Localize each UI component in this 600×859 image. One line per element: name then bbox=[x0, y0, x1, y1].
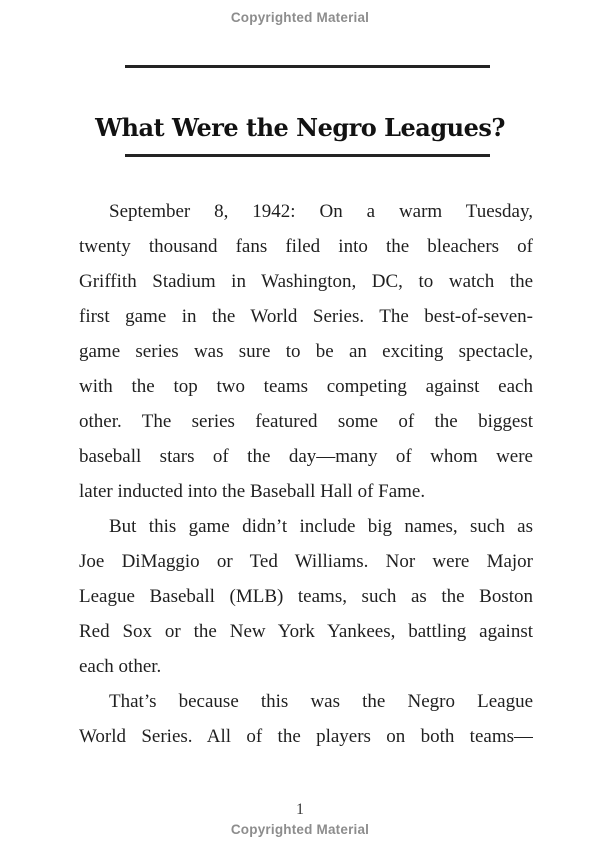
body-line: with the top two teams competing against each bbox=[79, 376, 533, 397]
title-rule-bottom bbox=[125, 154, 490, 157]
page-number: 1 bbox=[296, 801, 304, 818]
body-line: September 8, 1942: On a warm Tuesday, bbox=[109, 201, 533, 222]
body-line: each other. bbox=[79, 656, 162, 677]
body-line: But this game didn’t include big names, such as bbox=[109, 516, 533, 537]
body-line: Red Sox or the New York Yankees, battling against bbox=[79, 621, 533, 642]
body-text bbox=[79, 194, 533, 754]
body-line: That’s because this was the Negro League bbox=[109, 691, 533, 712]
body-line: baseball stars of the day—many of whom were bbox=[79, 446, 533, 467]
chapter-title: What Were the Negro Leagues? bbox=[95, 113, 505, 143]
body-line: Joe DiMaggio or Ted Williams. Nor were Major bbox=[79, 551, 533, 572]
copyright-watermark-top: Copyrighted Material bbox=[230, 10, 370, 25]
copyright-watermark-bottom: Copyrighted Material bbox=[230, 822, 370, 837]
body-line: League Baseball (MLB) teams, such as the Boston bbox=[79, 586, 533, 607]
body-line: first game in the World Series. The best-of-seven- bbox=[79, 306, 533, 327]
body-line: Griffith Stadium in Washington, DC, to watch the bbox=[79, 271, 533, 292]
body-line: game series was sure to be an exciting spectacle, bbox=[79, 341, 533, 362]
body-line: other. The series featured some of the biggest bbox=[79, 411, 533, 432]
body-line: twenty thousand fans filed into the bleachers of bbox=[79, 236, 533, 257]
title-rule-top bbox=[125, 65, 490, 68]
body-line: World Series. All of the players on both teams— bbox=[79, 726, 533, 747]
body-line: later inducted into the Baseball Hall of Fame. bbox=[79, 481, 426, 502]
